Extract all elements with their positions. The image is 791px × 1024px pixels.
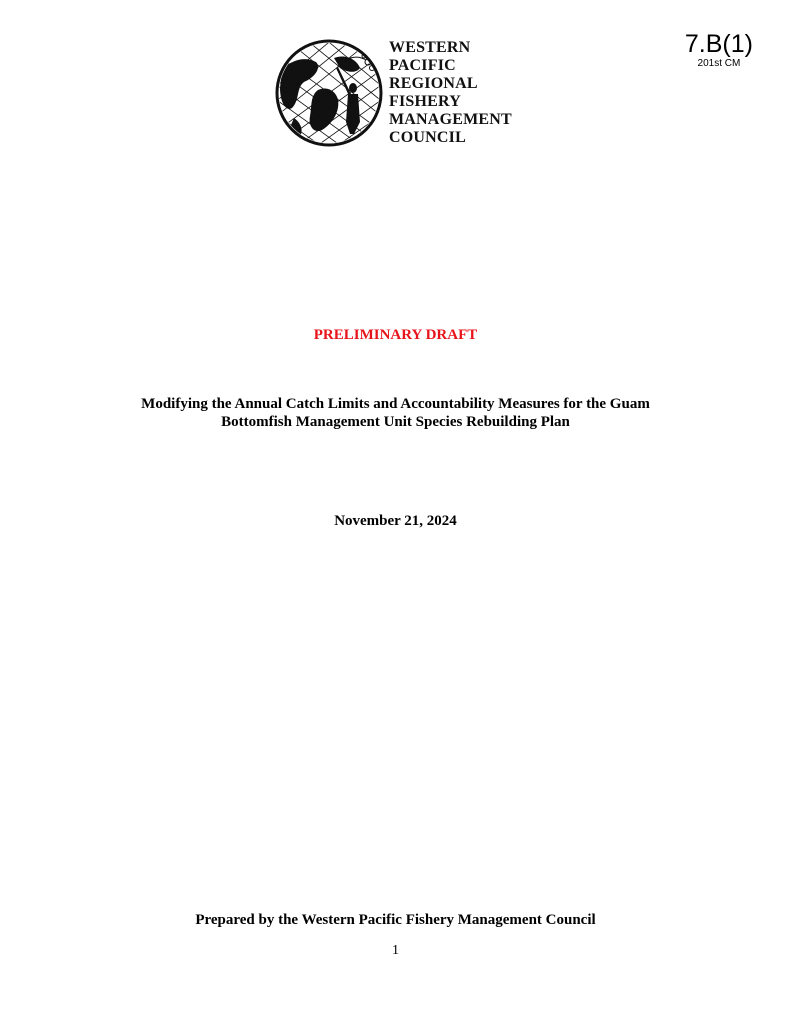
agenda-number: 7.B(1) <box>684 30 753 58</box>
document-date: November 21, 2024 <box>334 513 457 529</box>
logo-line: REGIONAL <box>389 75 478 92</box>
page-number: 1 <box>392 943 399 958</box>
document-title-line-1: Modifying the Annual Catch Limits and Accountability Measures for the Guam <box>141 396 650 412</box>
logo-line: MANAGEMENT <box>389 111 512 128</box>
agenda-item-tag <box>685 30 753 69</box>
agenda-meeting-label: 201st CM <box>697 58 741 69</box>
prepared-by: Prepared by the Western Pacific Fishery Management Council <box>195 912 596 928</box>
logo-line: WESTERN <box>389 39 471 56</box>
globe-with-fisherman-icon <box>274 38 384 148</box>
logo-line: COUNCIL <box>389 129 466 146</box>
logo-line: PACIFIC <box>389 57 456 74</box>
document-title-line-2: Bottomfish Management Unit Species Rebuilding Plan <box>221 414 570 430</box>
council-logo <box>274 38 524 150</box>
council-name <box>389 39 512 147</box>
draft-status: PRELIMINARY DRAFT <box>313 327 478 343</box>
logo-line: FISHERY <box>389 93 461 110</box>
document-title <box>0 395 791 431</box>
